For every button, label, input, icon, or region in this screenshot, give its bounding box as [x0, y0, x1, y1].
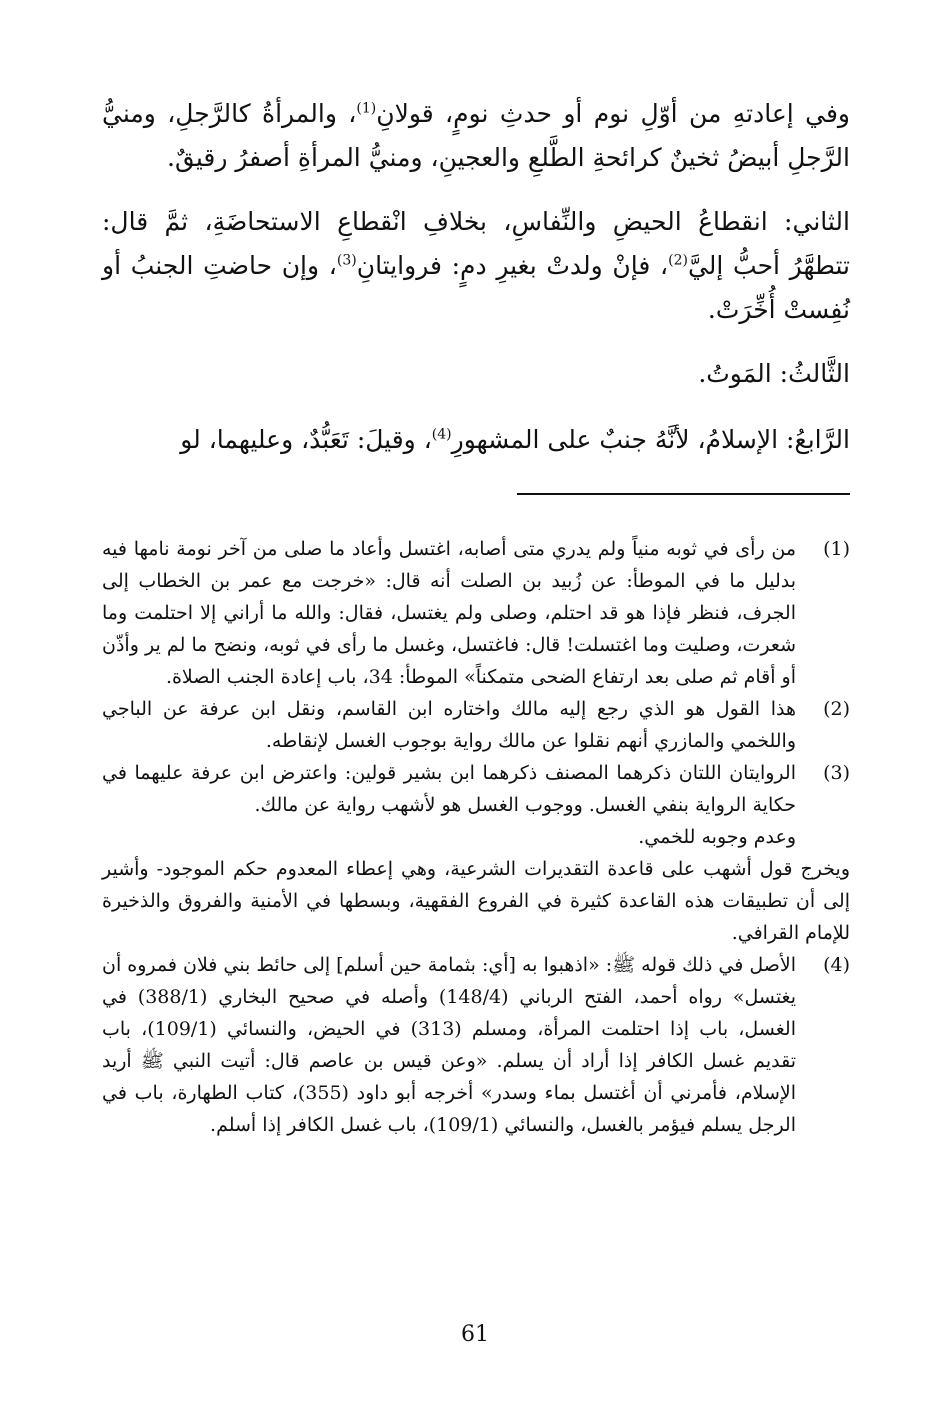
footnote-3 — [102, 757, 850, 853]
footnote-marker: (2) — [668, 252, 688, 269]
footnote-marker: (1) — [356, 100, 377, 117]
footnote-separator — [517, 493, 850, 495]
paragraph-2 — [102, 200, 850, 332]
footnote-number: (2) — [823, 698, 850, 720]
paragraph-3 — [102, 352, 850, 396]
paragraph-4 — [102, 418, 850, 462]
footnote-text: هذا القول هو الذي رجع إليه مالك واختاره ابن القاسم، ونقل ابن عرفة عن الباجي واللخمي والمازري أنهم نقلوا عن مالك رواية بوجوب الغسل لإنقاطه. — [102, 698, 796, 752]
footnote-number: (3) — [823, 762, 850, 784]
footnote-text: من رأى في ثوبه منياً ولم يدري متى أصابه، اغتسل وأعاد ما صلى من آخر نومة نامها فيه بدليل ما في الموطأ: عن زُبيد بن الصلت أنه قال: «خرجت مع عمر بن الخطاب إلى الجرف، فنظر فإذا هو قد احتلم، وصلى ولم يغتسل، فقال: والله ما أراني إلا احتلمت وما شعرت، وصليت وما اغتسلت! قال: فاغتسل، وغسل ما رأى في ثوبه، ونضح ما لم ير وأذّن أو أقام ثم صلى بعد ارتفاع الضحى متمكناً» الموطأ: 34، باب إعادة الجنب الصلاة. — [102, 538, 796, 688]
footnotes — [102, 533, 850, 1141]
paragraph-text: الثَّالثُ: المَوتُ. — [698, 359, 850, 388]
paragraph-text: ، فإنْ ولدتْ بغيرِ دمٍ: فروايتانِ — [356, 251, 669, 280]
footnote-marker: (4) — [431, 426, 452, 443]
footnote-body — [102, 757, 796, 853]
main-text — [102, 92, 850, 482]
paragraph-text: وفي إعادتهِ من أوّلِ نوم أو حدثِ نومٍ، قولانِ — [376, 99, 850, 128]
paragraph-1 — [102, 92, 850, 180]
footnote-number: (4) — [823, 954, 850, 976]
paragraph-text: ، وإن حاضتِ الجنبُ أو نُفِستْ أُخِّرَتْ. — [102, 251, 850, 324]
paragraph-text: ، والمرأةُ كالرَّجلِ، ومنيُّ الرَّجلِ أبيضُ ثخينٌ كرائحةِ الطَّلعِ والعجينِ، ومنيُّ المرأةِ أصفرُ رقيقٌ. — [102, 99, 850, 172]
footnote-text: وعدم وجوبه للخمي. — [638, 826, 796, 848]
footnote-continuation: ويخرج قول أشهب على قاعدة التقديرات الشرعية، وهي إعطاء المعدوم حكم الموجود- وأشير إلى أن تطبيقات هذه القاعدة كثيرة في الفروع الفقهية، وبسطها في الأمنية والفروق والذخيرة للإمام القرافي. — [102, 858, 850, 944]
footnote-marker: (3) — [336, 252, 357, 269]
page-number: 61 — [461, 1322, 489, 1347]
footnote-2 — [102, 693, 850, 757]
paragraph-text: الرَّابعُ: الإسلامُ، لأنَّهُ جنبٌ على المشهورِ — [451, 425, 850, 454]
footnote-text: الروايتان اللتان ذكرهما المصنف ذكرهما ابن بشير قولين: واعترض ابن عرفة عليهما في حكاية الرواية بنفي الغسل. ووجوب الغسل هو لأشهب رواية عن مالك. — [102, 762, 796, 816]
paragraph-text: الثاني: انقطاعُ الحيضِ والنِّفاسِ، بخلافِ انْقطاعِ الاستحاضَةِ، ثمَّ قال: تتطهَّرُ أحبُّ إليَّ — [102, 207, 850, 280]
footnote-text: الأصل في ذلك قوله ﷺ: «اذهبوا به [أي: بثمامة حين أسلم] إلى حائط بني فلان فمروه أن يغتسل» رواه أحمد، الفتح الرباني (148/4) وأصله في صحيح البخاري (388/1) في الغسل، باب إذا احتلمت المرأة، ومسلم (313) في الحيض، والنسائي (109/1)، باب تقديم غسل الكافر إذا أراد أن يسلم. «وعن قيس بن عاصم قال: أتيت النبي ﷺ أريد الإسلام، فأمرني أن أغتسل بماء وسدر» أخرجه أبو داود (355)، كتاب الطهارة، باب في الرجل يسلم فيؤمر بالغسل، والنسائي (109/1)، باب غسل الكافر إذا أسلم. — [102, 954, 797, 1136]
footnote-1 — [102, 533, 850, 693]
footnote-number: (1) — [823, 538, 850, 560]
paragraph-text: ، وقيلَ: تَعَبُّدٌ، وعليهما، لو — [180, 425, 432, 454]
footnote-4 — [102, 949, 850, 1141]
